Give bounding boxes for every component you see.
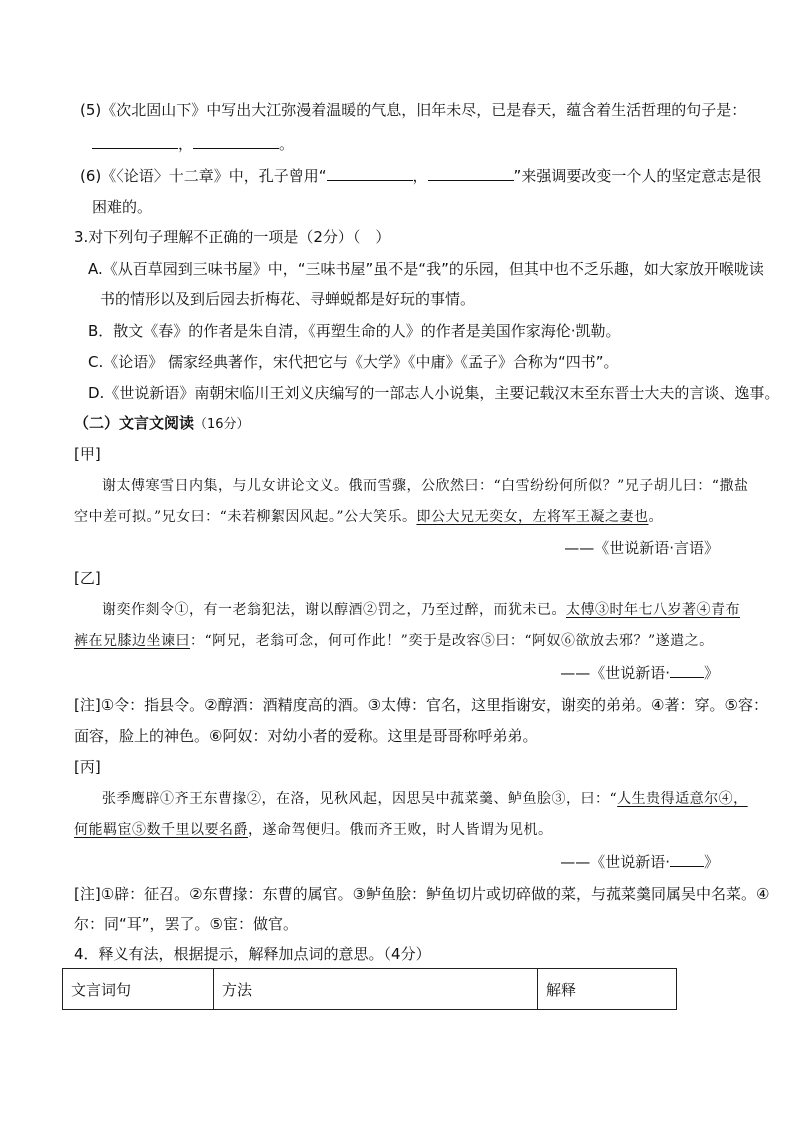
passage-bing-line1: 张季鹰辟①齐王东曹掾②，在洛，见秋风起，因思吴中菰菜羹、鲈鱼脍③，曰：“人生贵得适意尔④， <box>102 791 748 807</box>
answer-blank[interactable] <box>670 662 704 678</box>
answer-blank[interactable] <box>428 165 514 181</box>
passage-bing-source: ——《世说新语· 》 <box>560 853 719 871</box>
passage-jia-label: [甲] <box>74 445 101 463</box>
option-a-line1: A.《从百草园到三味书屋》中，“三味书屋”虽不是“我”的乐园，但其中也不乏乐趣，如大家放开喉咙读 <box>88 260 764 278</box>
answer-blank[interactable] <box>92 133 178 149</box>
passage-yi-source: ——《世说新语· 》 <box>560 664 719 682</box>
option-b: B．散文《春》的作者是朱自清，《再塑生命的人》的作者是美国作家海伦·凯勒。 <box>88 322 621 340</box>
passage-yi-line1: 谢奕作剡令①，有一老翁犯法，谢以醇酒②罚之，乃至过醉，而犹未已。太傅③时年七八岁著④青布 <box>102 602 740 618</box>
answer-blank[interactable] <box>327 165 413 181</box>
passage-yi-note-line1: [注]①令：指县令。②醇酒：酒精度高的酒。③太傅：官名，这里指谢安，谢奕的弟弟。④著：穿。⑤容： <box>74 696 768 714</box>
answer-blank[interactable] <box>193 133 279 149</box>
passage-jia-source: ——《世说新语·言语》 <box>564 539 719 557</box>
question-4-stem: 4．释义有法，根据提示，解释加点词的意思。（4分） <box>74 945 431 963</box>
table-header-row <box>63 969 677 1010</box>
passage-yi-line2: 裤在兄膝边坐谏曰：“阿兄，老翁可念，何可作此！”奕于是改容⑤曰：“阿奴⑥欲放去邪？”遂遣之。 <box>74 633 714 649</box>
passage-jia-line2: 空中差可拟。”兄女曰：“未若柳絮因风起。”公大笑乐。即公大兄无奕女，左将军王凝之妻也。 <box>74 509 663 525</box>
underlined-sentence: 即公大兄无奕女，左将军王凝之妻也 <box>416 509 649 525</box>
question-3-stem: 3.对下列句子理解不正确的一项是（2分）（ ） <box>74 228 391 246</box>
underlined-sentence: 人生贵得适意尔④， <box>617 791 748 807</box>
passage-bing-label: [丙] <box>74 758 101 776</box>
passage-yi-label: [乙] <box>74 569 101 587</box>
underlined-sentence: 何能羁宦⑤数千里以要名爵 <box>74 822 248 838</box>
answer-table <box>62 968 677 1010</box>
option-c: C.《论语》 儒家经典著作，宋代把它与《大学》《中庸》《孟子》合称为“四书”。 <box>88 353 619 371</box>
answer-blank[interactable] <box>670 851 704 867</box>
passage-jia-line1: 谢太傅寒雪日内集，与儿女讲论文义。俄而雪骤，公欣然曰：“白雪纷纷何所似？”兄子胡儿曰：“撒盐 <box>102 478 749 494</box>
underlined-sentence: 裤在兄膝边坐谏曰 <box>74 633 190 649</box>
underlined-sentence: 太傅③时年七八岁著④青布 <box>566 602 740 618</box>
passage-yi-note-line2: 面容，脸上的神色。⑥阿奴：对幼小者的爱称。这里是哥哥称呼弟弟。 <box>74 727 538 745</box>
table-header-cell: 方法 <box>214 969 538 1010</box>
question-5-text: (5)《次北固山下》中写出大江弥漫着温暖的气息，旧年未尽，已是春天，蕴含着生活哲理的句子是： <box>80 101 747 119</box>
question-6-text: (6)《〈论语〉十二章》中，孔子曾用“ ， ”来强调要改变一个人的坚定意志是很 <box>80 167 762 185</box>
option-d: D.《世说新语》南朝宋临川王刘义庆编写的一部志人小说集，主要记载汉末至东晋士大夫的言谈、逸事。 <box>88 384 780 402</box>
table-header-cell: 文言词句 <box>63 969 214 1010</box>
option-a-line2: 书的情形以及到后园去折梅花、寻蝉蜕都是好玩的事情。 <box>100 290 476 308</box>
section-heading: （二）文言文阅读（16分） <box>74 414 250 432</box>
passage-bing-line2: 何能羁宦⑤数千里以要名爵，遂命驾便归。俄而齐王败，时人皆谓为见机。 <box>74 822 553 838</box>
question-6-line2: 困难的。 <box>92 198 153 216</box>
passage-bing-note-line1: [注]①辟：征召。②东曹掾：东曹的属官。③鲈鱼脍：鲈鱼切片或切碎做的菜，与菰菜羹同属吴中名菜。④ <box>74 885 770 903</box>
table-header-cell: 解释 <box>538 969 677 1010</box>
question-5-answer-line: ， 。 <box>92 133 294 154</box>
passage-bing-note-line2: 尔：同“耳”，罢了。⑤宦：做官。 <box>74 915 298 933</box>
